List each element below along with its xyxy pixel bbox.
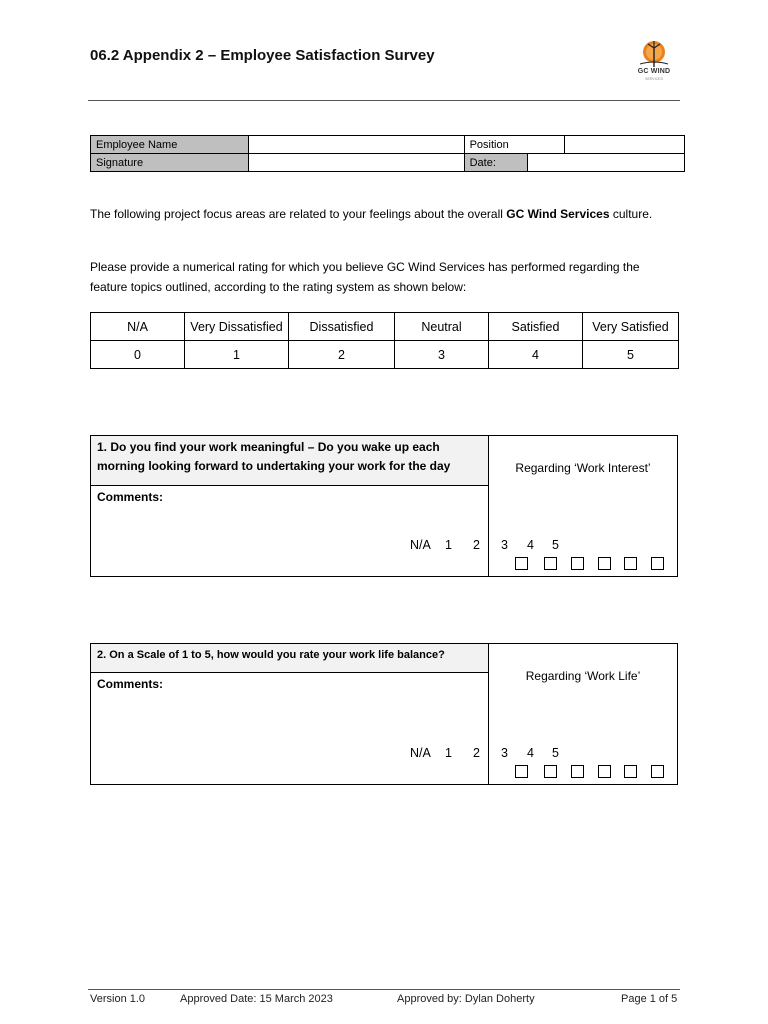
checkbox-na[interactable]	[515, 557, 528, 570]
footer-approved-by: Approved by: Dylan Doherty	[397, 993, 535, 1005]
rating-values-row	[91, 341, 679, 369]
rating-labels-row	[91, 313, 679, 341]
question-2-box	[90, 643, 678, 785]
checkbox-1[interactable]	[544, 557, 557, 570]
question-2-scale-labels	[410, 746, 579, 762]
rating-label: Neutral	[395, 313, 489, 341]
comments-label: Comments:	[97, 677, 164, 691]
question-1-header	[91, 436, 489, 486]
scale-label: 3	[501, 746, 508, 760]
checkbox-1[interactable]	[544, 765, 557, 778]
question-1-scale-labels	[410, 538, 579, 554]
company-name: GC Wind Services	[506, 207, 610, 221]
footer-divider	[88, 989, 680, 990]
question-1-regarding: Regarding ‘Work Interest’	[515, 461, 651, 475]
rating-value: 3	[395, 341, 489, 369]
rating-label: Satisfied	[489, 313, 583, 341]
comments-label: Comments:	[97, 490, 164, 504]
intro-paragraph-2: Please provide a numerical rating for which you believe GC Wind Services has performed regarding the feature topics outlined, according to the rating system as shown below:	[90, 260, 640, 294]
question-2-comments[interactable]	[91, 673, 489, 784]
rating-value: 2	[289, 341, 395, 369]
logo-subtext: SERVICES	[645, 77, 663, 81]
date-label: Date:	[464, 154, 527, 172]
scale-label: 4	[527, 538, 534, 552]
question-1-box	[90, 435, 678, 577]
question-number: 1.	[97, 440, 108, 454]
gc-wind-logo	[630, 38, 678, 84]
rating-value: 5	[583, 341, 679, 369]
checkbox-2[interactable]	[571, 765, 584, 778]
employee-name-label: Employee Name	[91, 136, 249, 154]
scale-label: 3	[501, 538, 508, 552]
scale-label: N/A	[410, 746, 431, 760]
rating-label: N/A	[91, 313, 185, 341]
employee-info-table	[90, 135, 685, 172]
question-text: On a Scale of 1 to 5, how would you rate your work life balance?	[109, 649, 445, 661]
rating-value: 4	[489, 341, 583, 369]
signature-label: Signature	[91, 154, 249, 172]
scale-label: 2	[473, 746, 480, 760]
scale-label: 4	[527, 746, 534, 760]
rating-value: 0	[91, 341, 185, 369]
rating-scale-table	[90, 312, 679, 369]
question-2-header	[91, 644, 489, 673]
scale-label: 1	[445, 746, 452, 760]
signature-field[interactable]	[249, 154, 464, 172]
scale-label: 2	[473, 538, 480, 552]
footer-page-number: Page 1 of 5	[621, 993, 678, 1005]
rating-label: Very Dissatisfied	[185, 313, 289, 341]
scale-label: 5	[552, 538, 559, 552]
checkbox-4[interactable]	[624, 557, 637, 570]
question-text: Do you find your work meaningful – Do you wake up each morning looking forward to undertaking your work for the day	[97, 440, 451, 473]
wind-turbine-sun-icon	[630, 38, 678, 68]
checkbox-5[interactable]	[651, 557, 664, 570]
checkbox-na[interactable]	[515, 765, 528, 778]
position-field[interactable]	[564, 136, 684, 154]
position-label: Position	[464, 136, 564, 154]
checkbox-5[interactable]	[651, 765, 664, 778]
question-1-comments[interactable]	[91, 486, 489, 576]
checkbox-3[interactable]	[598, 765, 611, 778]
rating-label: Very Satisfied	[583, 313, 679, 341]
scale-label: 1	[445, 538, 452, 552]
document-title: 06.2 Appendix 2 – Employee Satisfaction Survey	[90, 47, 435, 64]
footer-approved-date: Approved Date: 15 March 2023	[180, 993, 333, 1005]
checkbox-4[interactable]	[624, 765, 637, 778]
scale-label: N/A	[410, 538, 431, 552]
date-field[interactable]	[527, 154, 684, 172]
checkbox-2[interactable]	[571, 557, 584, 570]
employee-name-field[interactable]	[249, 136, 464, 154]
question-2-regarding: Regarding ‘Work Life’	[525, 669, 641, 683]
header-divider	[88, 100, 680, 101]
checkbox-3[interactable]	[598, 557, 611, 570]
logo-text: GC WIND	[637, 68, 671, 75]
footer-version: Version 1.0	[90, 993, 146, 1005]
rating-label: Dissatisfied	[289, 313, 395, 341]
intro-paragraph-1	[90, 204, 680, 224]
intro-text-end: culture.	[609, 207, 653, 221]
rating-value: 1	[185, 341, 289, 369]
intro-text: The following project focus areas are related to your feelings about the overall	[90, 207, 507, 221]
scale-label: 5	[552, 746, 559, 760]
question-number: 2.	[97, 649, 107, 661]
